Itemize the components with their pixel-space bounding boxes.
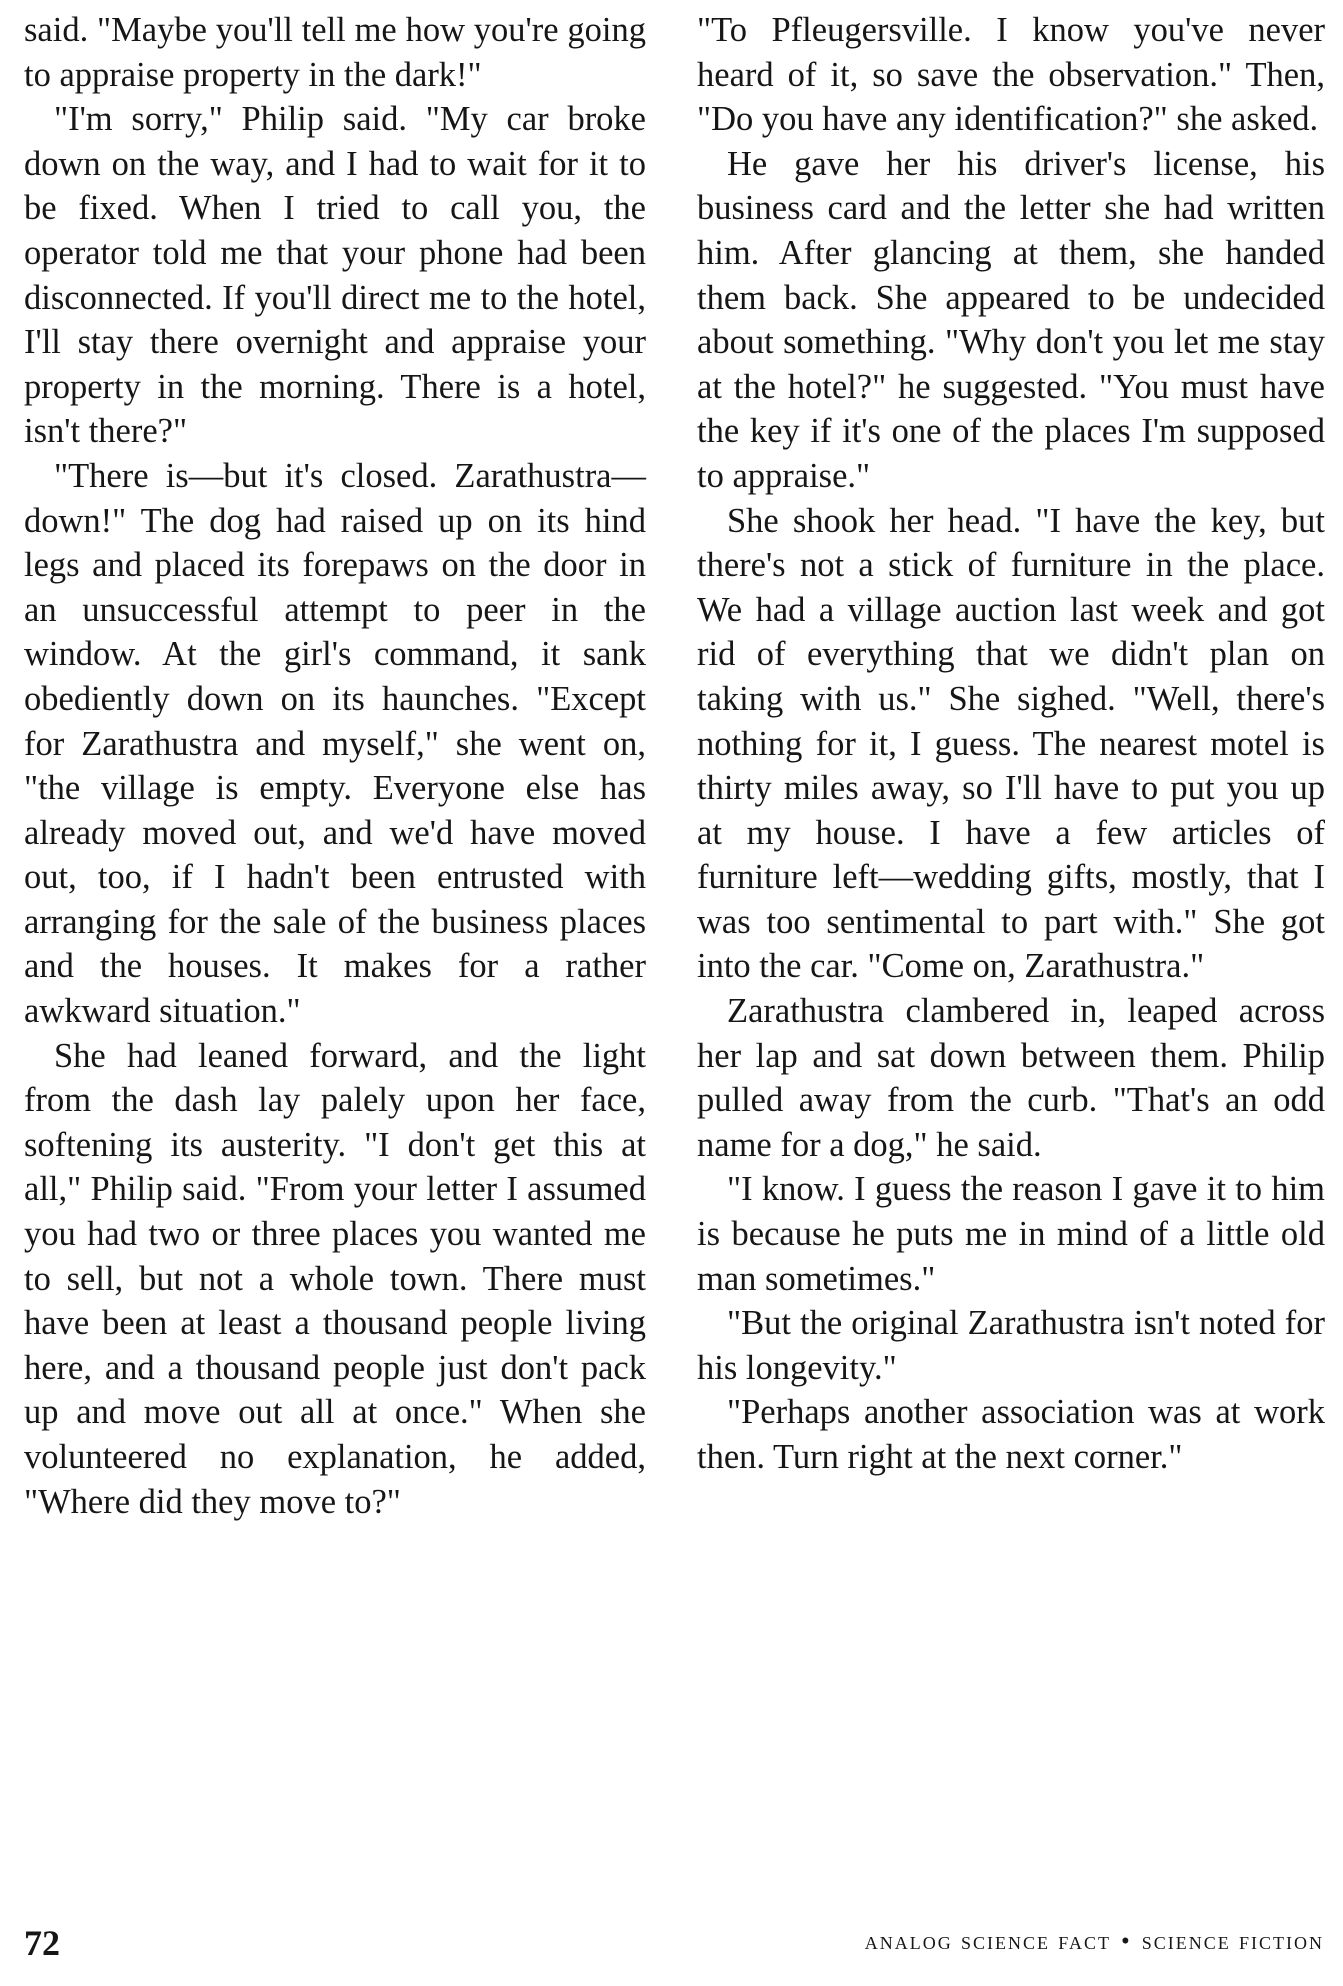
text-column-left — [24, 8, 646, 1524]
paragraph: said. "Maybe you'll tell me how you're going to appraise property in the dark!" — [24, 11, 646, 94]
paragraph: "I'm sorry," Philip said. "My car broke down on the way, and I had to wait for it to be fixed. When I tried to call you, the operator told me that your phone had been disconnected. If you'll direct me to the hotel, I'll stay there overnight and appraise your property in the morning. There is a hotel, isn't there?" — [24, 100, 646, 451]
paragraph: "I know. I guess the reason I gave it to him is because he puts me in mind of a little old man sometimes." — [697, 1170, 1325, 1298]
paragraph: She shook her head. "I have the key, but there's not a stick of furniture in the place. We had a village auction last week and got rid of everything that we didn't plan on taking with us." She sighed. "Well, there's nothing for it, I guess. The nearest motel is thirty miles away, so I'll have to put you up at my house. I have a few articles of furniture left—wedding gifts, mostly, that I was too sentimental to part with." She got into the car. "Come on, Zarathustra." — [697, 501, 1325, 986]
paragraph: Zarathustra clambered in, leaped across her lap and sat down between them. Philip pulled away from the curb. "That's an odd name for a dog," he said. — [697, 992, 1325, 1164]
paragraph: He gave her his driver's license, his business card and the letter she had written him. After glancing at them, she handed them back. She appeared to be undecided about something. "Why don't you let me stay at the hotel?" he suggested. "You must have the key if it's one of the places I'm supposed to appraise." — [697, 144, 1325, 495]
paragraph: She had leaned forward, and the light from the dash lay palely upon her face, softening its austerity. "I don't get this at all," Philip said. "From your letter I assumed you had two or three places you wanted me to sell, but not a whole town. There must have been at least a thousand people living here, and a thousand people just don't pack up and move out all at once." When she volunteered no explanation, he added, "Where did they move to?" — [24, 1036, 646, 1521]
bullet-separator: • — [1120, 1928, 1132, 1955]
running-head-right: science fiction — [1141, 1928, 1324, 1955]
paragraph: "To Pfleugersville. I know you've never heard of it, so save the observation." Then, "Do you have any identification?" she asked. — [697, 11, 1325, 139]
paragraph: "There is—but it's closed. Zarathustra—down!" The dog had raised up on its hind legs and placed its forepaws on the door in an unsuccessful attempt to peer in the window. At the girl's command, it sank obediently down on its haunches. "Except for Zarathustra and myself," she went on, "the village is empty. Everyone else has already moved out, and we'd have moved out, too, if I hadn't been entrusted with arranging for the sale of the business places and the houses. It makes for a rather awkward situation." — [24, 456, 646, 1031]
running-head — [865, 1928, 1324, 1956]
paragraph: "But the original Zarathustra isn't noted for his longevity." — [697, 1304, 1325, 1387]
paragraph: "Perhaps another association was at work then. Turn right at the next corner." — [697, 1393, 1325, 1476]
running-head-left: analog science fact — [864, 1928, 1111, 1955]
text-column-right — [697, 8, 1325, 1480]
page-footer — [24, 1922, 1324, 1972]
page-number: 72 — [24, 1923, 60, 1963]
